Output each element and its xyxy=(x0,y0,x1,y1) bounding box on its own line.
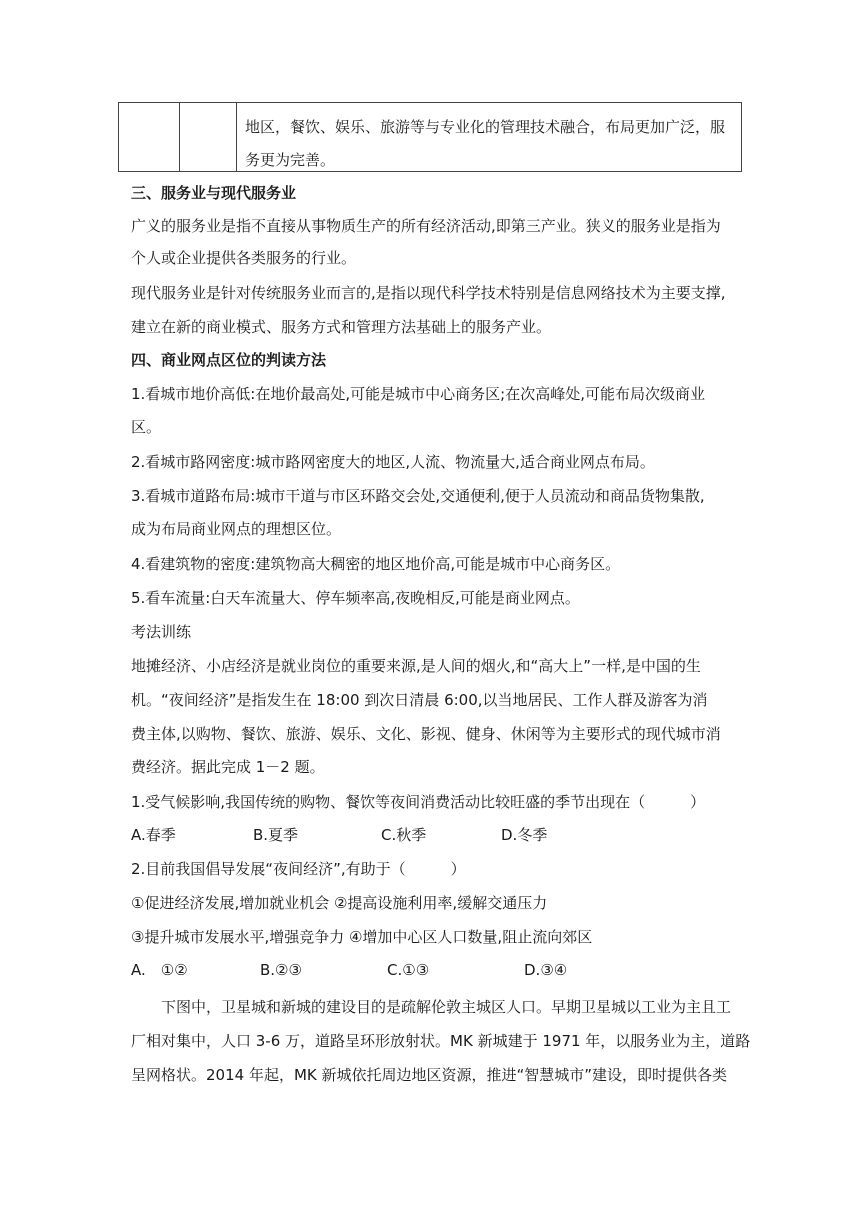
material-line3: 费主体,以购物、餐饮、旅游、娱乐、文化、影视、健身、休闲等为主要形式的现代城市消 xyxy=(131,725,721,743)
q2-statements-1: ①促进经济发展,增加就业机会 ②提高设施利用率,缓解交通压力 xyxy=(131,894,548,912)
material-line4: 费经济。据此完成 1－2 题。 xyxy=(131,758,325,776)
section4-heading: 四、商业网点区位的判读方法 xyxy=(131,351,327,369)
material-line2: 机。“夜间经济”是指发生在 18:00 到次日清晨 6:00,以当地居民、工作人群及游客为消 xyxy=(131,691,708,709)
q1-option-b: B.夏季 xyxy=(253,826,299,844)
q2-option-b: B.②③ xyxy=(260,961,302,979)
material-line1: 地摊经济、小店经济是就业岗位的重要来源,是人间的烟火,和“高大上”一样,是中国的生 xyxy=(131,657,701,675)
section4-item1-line2: 区。 xyxy=(131,418,162,436)
section3-p1-line1: 广义的服务业是指不直接从事物质生产的所有经济活动,即第三产业。狭义的服务业是指为 xyxy=(131,217,721,235)
question-1: 1.受气候影响,我国传统的购物、餐饮等夜间消费活动比较旺盛的季节出现在（ ） xyxy=(131,793,706,811)
section3-p1-line2: 个人或企业提供各类服务的行业。 xyxy=(131,249,357,267)
q1-option-a: A.春季 xyxy=(131,826,176,844)
table-fragment xyxy=(118,102,742,172)
section3-heading: 三、服务业与现代服务业 xyxy=(131,184,297,202)
q1-option-c: C.秋季 xyxy=(381,826,427,844)
passage-line2: 厂相对集中，人口 3-6 万，道路呈环形放射状。MK 新城建于 1971 年，以服务业为主，道路 xyxy=(131,1032,751,1050)
table-cell-empty-2 xyxy=(180,103,237,171)
practice-heading: 考法训练 xyxy=(131,623,192,641)
section4-item2: 2.看城市路网密度:城市路网密度大的地区,人流、物流量大,适合商业网点布局。 xyxy=(131,453,655,471)
section4-item3-line1: 3.看城市道路布局:城市干道与市区环路交会处,交通便利,便于人员流动和商品货物集散, xyxy=(131,487,705,505)
question-2: 2.目前我国倡导发展“夜间经济”,有助于（ ） xyxy=(131,860,466,878)
q2-option-a: A. ①② xyxy=(131,961,188,979)
table-cell-text: 地区，餐饮、娱乐、旅游等与专业化的管理技术融合，布局更加广泛，服务更为完善。 xyxy=(245,118,726,169)
q2-option-d: D.③④ xyxy=(524,961,568,979)
section3-p2-line2: 建立在新的商业模式、服务方式和管理方法基础上的服务产业。 xyxy=(131,318,552,336)
q2-statements-2: ③提升城市发展水平,增强竞争力 ④增加中心区人口数量,阻止流向郊区 xyxy=(131,928,593,946)
section4-item3-line2: 成为布局商业网点的理想区位。 xyxy=(131,520,342,538)
q2-option-c: C.①③ xyxy=(387,961,430,979)
section3-p2-line1: 现代服务业是针对传统服务业而言的,是指以现代科学技术特别是信息网络技术为主要支撑, xyxy=(131,284,726,302)
table-cell-empty-1 xyxy=(119,103,180,171)
passage-line3: 呈网格状。2014 年起，MK 新城依托周边地区资源，推进“智慧城市”建设，即时提供各类 xyxy=(131,1066,728,1084)
passage-line1: 下图中，卫星城和新城的建设目的是疏解伦敦主城区人口。早期卫星城以工业为主且工 xyxy=(131,998,732,1016)
section4-item5: 5.看车流量:白天车流量大、停车频率高,夜晚相反,可能是商业网点。 xyxy=(131,589,580,607)
section4-item4: 4.看建筑物的密度:建筑物高大稠密的地区地价高,可能是城市中心商务区。 xyxy=(131,555,621,573)
q1-option-d: D.冬季 xyxy=(501,826,548,844)
section4-item1-line1: 1.看城市地价高低:在地价最高处,可能是城市中心商务区;在次高峰处,可能布局次级商业 xyxy=(131,385,705,403)
